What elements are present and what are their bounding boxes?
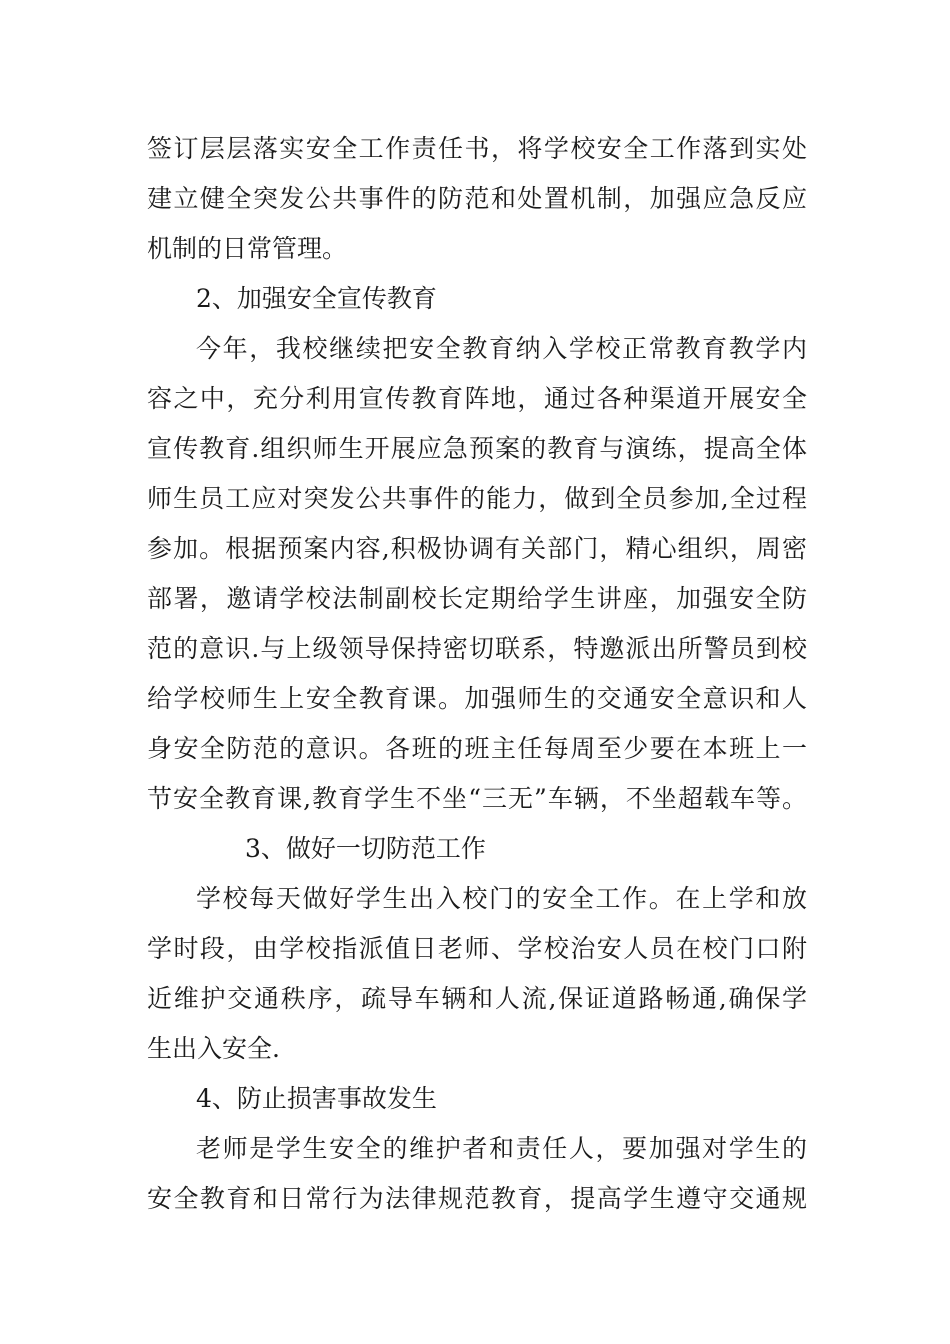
text-line: 范的意识.与上级领导保持密切联系，特邀派出所警员到校 [147, 634, 807, 663]
text-line: 容之中，充分利用宣传教育阵地，通过各种渠道开展安全 [147, 384, 807, 413]
text-line: 学时段，由学校指派值日老师、学校治安人员在校门口附 [147, 934, 807, 963]
text-line: 师生员工应对突发公共事件的能力，做到全员参加,全过程 [147, 484, 807, 513]
text-line: 身安全防范的意识。各班的班主任每周至少要在本班上一 [147, 734, 807, 763]
section-heading: 3、做好一切防范工作 [245, 834, 486, 863]
text-line: 学校每天做好学生出入校门的安全工作。在上学和放 [196, 884, 807, 913]
text-line: 给学校师生上安全教育课。加强师生的交通安全意识和人 [147, 684, 807, 713]
text-line: 生出入安全. [147, 1034, 280, 1063]
text-line: 今年，我校继续把安全教育纳入学校正常教育教学内 [196, 334, 807, 363]
text-line: 机制的日常管理。 [147, 234, 348, 263]
text-line: 参加。根据预案内容,积极协调有关部门，精心组织，周密 [147, 534, 807, 563]
text-line: 签订层层落实安全工作责任书，将学校安全工作落到实处 [147, 134, 807, 163]
text-line: 节安全教育课,教育学生不坐“三无”车辆，不坐超载车等。 [147, 784, 807, 813]
section-heading: 2、加强安全宣传教育 [196, 284, 437, 313]
text-line: 近维护交通秩序，疏导车辆和人流,保证道路畅通,确保学 [147, 984, 807, 1013]
text-line: 部署，邀请学校法制副校长定期给学生讲座，加强安全防 [147, 584, 807, 613]
text-line: 建立健全突发公共事件的防范和处置机制，加强应急反应 [147, 184, 807, 213]
text-line: 安全教育和日常行为法律规范教育，提高学生遵守交通规 [147, 1184, 807, 1213]
section-heading: 4、防止损害事故发生 [196, 1084, 437, 1113]
text-line: 老师是学生安全的维护者和责任人，要加强对学生的 [196, 1134, 807, 1163]
text-line: 宣传教育.组织师生开展应急预案的教育与演练，提高全体 [147, 434, 807, 463]
